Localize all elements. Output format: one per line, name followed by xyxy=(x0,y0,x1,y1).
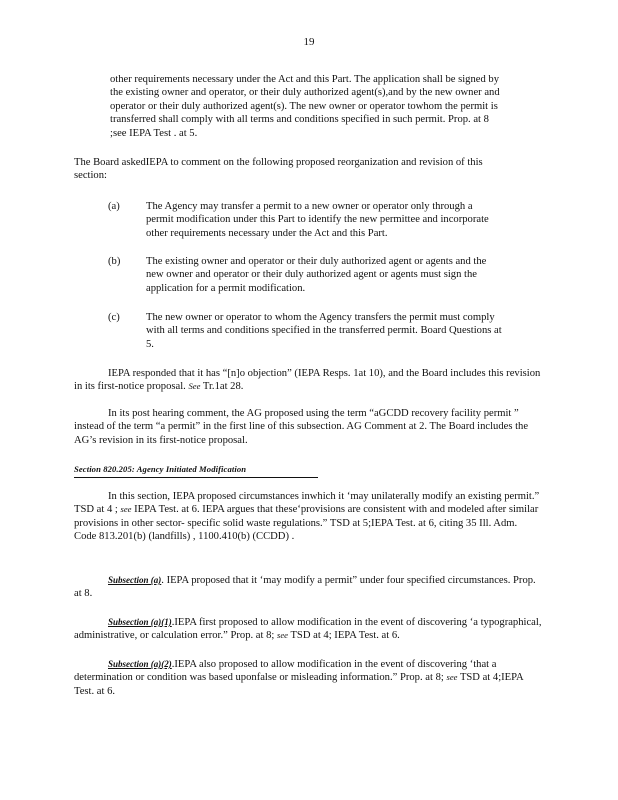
see-signal: see xyxy=(446,672,458,683)
quoted-rule-text: other requirements necessary under the Act and this Part. The application shall be signed by the existing owner and operator, or their duly authorized agent(s),and by the new owner and operator or their duly authorized agent(s). The new owner or operator towhom the permit is transferred shall comply with all terms and conditions specified in such permit. Prop. at 8 ;see IEPA Test . at 5. xyxy=(110,74,500,139)
section-heading: Section 820.205: Agency Initiated Modification xyxy=(74,463,318,478)
page-number: 19 xyxy=(303,36,315,48)
citation-text: TSD at 4;IEPA Test. at 6. xyxy=(74,672,524,697)
subsection-a2-paragraph xyxy=(74,658,542,698)
section-820-205-paragraph xyxy=(74,490,542,544)
response-text: IEPA responded that it has “[n]o objection” (IEPA Resps. 1at 10), and the Board includes this revision in its first-notice proposal. xyxy=(74,368,541,393)
ag-comment-paragraph: In its post hearing comment, the AG proposed using the term “aGCDD recovery facility permit ” instead of the term “a permit” in the first line of this subsection. AG Comment at 2. The Board includes the AG’s revision in its first-notice proposal. xyxy=(74,408,529,446)
item-label: (a) xyxy=(108,201,120,212)
see-signal: see xyxy=(120,504,132,515)
citation-text: TSD at 4; IEPA Test. at 6. xyxy=(290,630,400,642)
item-label: (c) xyxy=(108,312,120,323)
iepa-response-paragraph xyxy=(74,367,542,394)
subsection-label: Subsection (a) xyxy=(108,575,162,585)
subsection-a-paragraph xyxy=(74,574,542,601)
subsection-label: Subsection (a)(2) xyxy=(108,659,172,669)
item-text: The new owner or operator to whom the Agency transfers the permit must comply with all terms and conditions specified in the transferred permit. Board Questions at 5. xyxy=(146,312,502,350)
see-signal: see xyxy=(277,630,288,641)
item-text: The existing owner and operator or their duly authorized agent or agents and the new owner and operator or their duly authorized agent or agents must sign the application for a permit modification. xyxy=(146,256,487,294)
paragraph-text: In this section, IEPA proposed circumstances inwhich it ‘may unilaterally modify an existing permit.” TSD at 4 ; xyxy=(74,491,540,516)
subsection-text: .IEPA first proposed to allow modification in the event of discovering ‘a typographical, administrative, or calculation error.” Prop. at 8; xyxy=(74,617,542,642)
see-signal: See xyxy=(188,381,201,392)
citation-text: Tr.1at 28. xyxy=(202,381,244,393)
subsection-a1-paragraph xyxy=(74,616,542,643)
item-text: The Agency may transfer a permit to a new owner or operator only through a permit modification under this Part to identify the new permittee and incorporate other requirements necessary under the Act and this Part. xyxy=(146,201,489,239)
subsection-text: .IEPA also proposed to allow modification in the event of discovering ‘that a determination or condition was based uponfalse or misleading information.” Prop. at 8; xyxy=(74,659,497,684)
subsection-text: . IEPA proposed that it ‘may modify a permit” under four specified circumstances. Prop. at 8. xyxy=(74,575,536,600)
item-label: (b) xyxy=(108,256,121,267)
board-intro-paragraph: The Board askedIEPA to comment on the following proposed reorganization and revision of this section: xyxy=(74,157,483,182)
subsection-label: Subsection (a)(1) xyxy=(108,617,172,627)
paragraph-text: IEPA Test. at 6. IEPA argues that these‘provisions are consistent with and modeled after similar provisions in other sector- specific solid waste regulations.” TSD at 5;IEPA Test. at 6, citing 35 Ill. Adm. Code 813.201(b) (landfills) , 1100.410(b) (CCDD) . xyxy=(74,504,539,543)
